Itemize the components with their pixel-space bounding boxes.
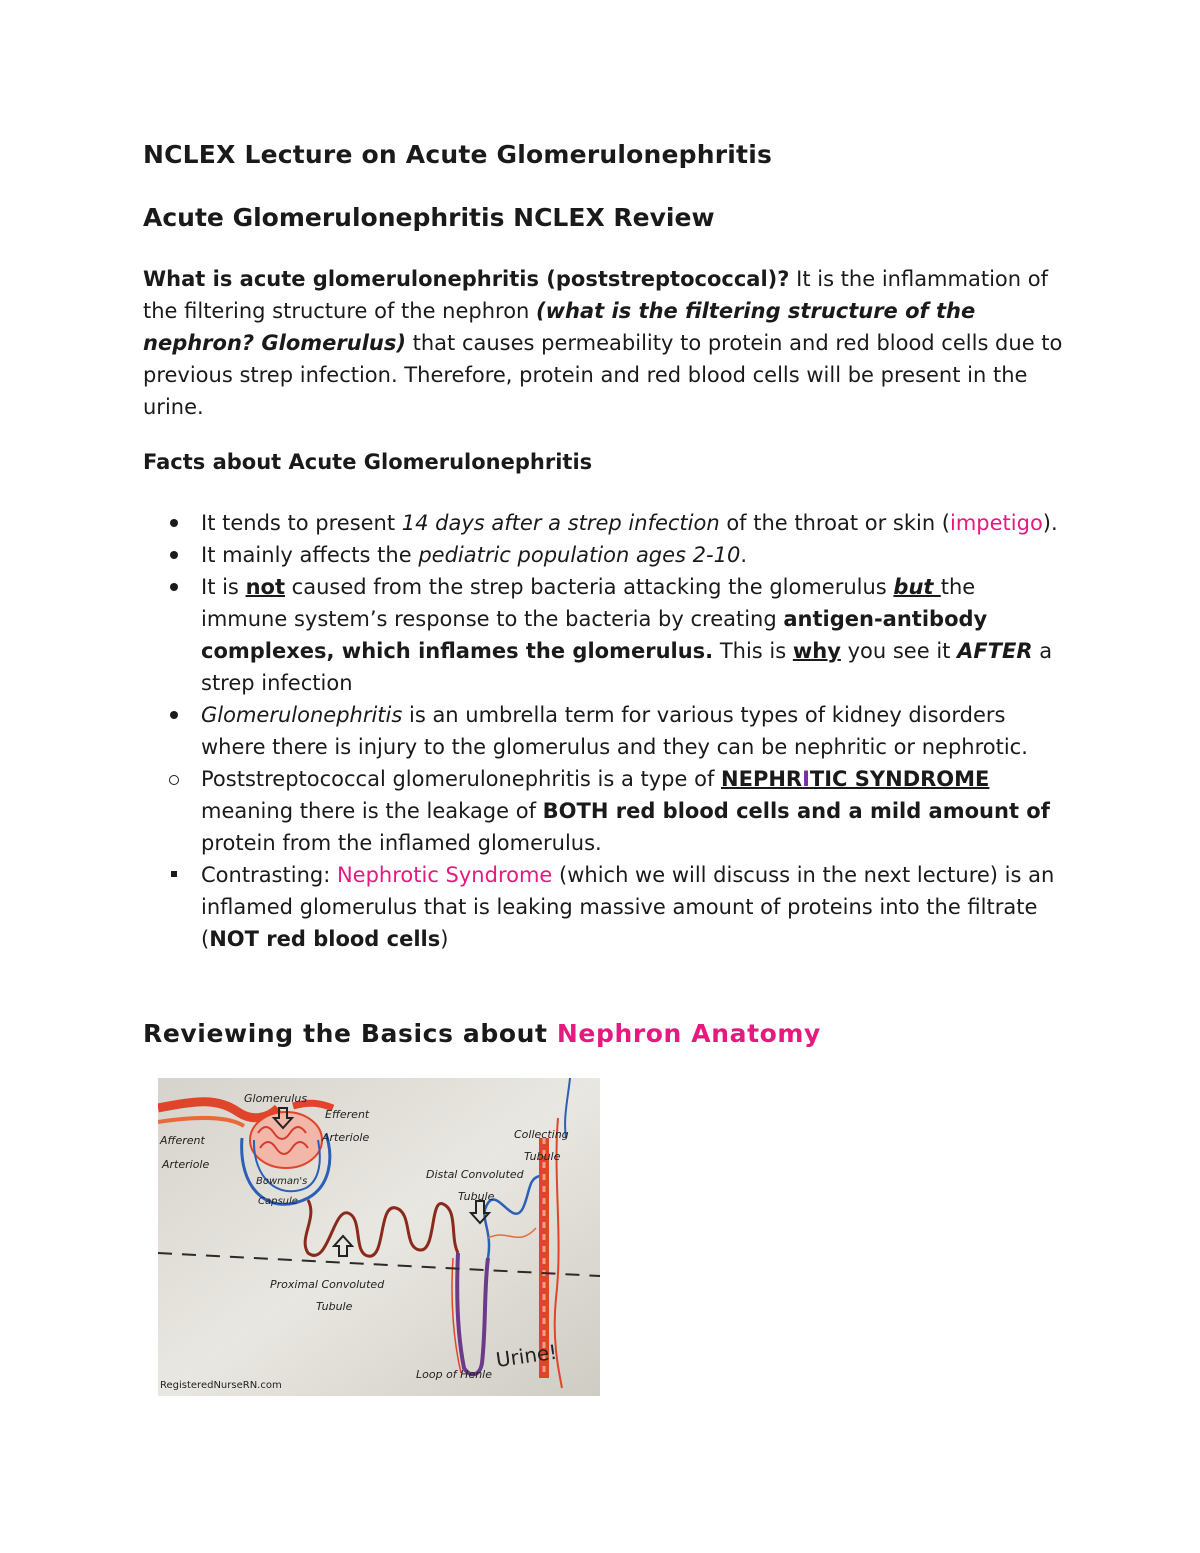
label-loop-of-henle: Loop of Henle (416, 1368, 493, 1381)
label-proximal-tubule: Tubule (316, 1300, 353, 1313)
document-title: NCLEX Lecture on Acute Glomerulonephritis (143, 140, 773, 169)
label-efferent-arteriole: Arteriole (322, 1131, 370, 1144)
intro-question: What is acute glomerulonephritis (poststreptococcal)? (143, 267, 790, 291)
label-glomerulus: Glomerulus (244, 1092, 308, 1105)
label-collecting-tubule: Tubule (524, 1150, 561, 1163)
nephron-diagram (158, 1078, 600, 1396)
list-item: It mainly affects the pediatric population ages 2-10. (201, 543, 748, 567)
nephron-anatomy-term: Nephron Anatomy (556, 1019, 821, 1048)
label-urine: Urine! (494, 1339, 559, 1372)
facts-list (143, 507, 1063, 955)
label-distal: Distal Convoluted (426, 1168, 524, 1181)
intro-text-1: It is the inflammation of the filtering structure of the nephron (143, 267, 1048, 323)
label-bowmans: Bowman's (256, 1176, 308, 1187)
intro-aside: (what is the filtering structure of the nephron? Glomerulus) (143, 299, 976, 355)
intro-paragraph (143, 263, 1068, 423)
label-afferent-arteriole: Arteriole (162, 1158, 210, 1171)
label-capsule: Capsule (258, 1196, 298, 1207)
list-item: Poststreptococcal glomerulonephritis is a type of NEPHRITIC SYNDROME meaning there is the leakage of BOTH red blood cells and a mild amount of protein from the inflamed glomerulus. (201, 767, 1050, 855)
nephrotic-syndrome-term: Nephrotic Syndrome (336, 863, 553, 887)
list-item: Contrasting: Nephrotic Syndrome (which we will discuss in the next lecture) is an inflamed glomerulus that is leaking massive amount of proteins into the filtrate (NOT red blood cells) (201, 863, 1055, 951)
label-distal-tubule: Tubule (458, 1190, 495, 1203)
list-item: It is not caused from the strep bacteria attacking the glomerulus but the immune system’s response to the bacteria by creating antigen-antibody complexes, which inflames the glomerulus. This is why you see it AFTER a strep infection (201, 575, 1053, 695)
nephritic-syndrome-term: NEPHRITIC SYNDROME (721, 767, 990, 791)
list-item: It tends to present 14 days after a strep infection of the throat or skin (impetigo). (201, 511, 1058, 535)
label-afferent: Afferent (160, 1134, 205, 1147)
section-heading: Reviewing the Basics about Nephron Anatomy (143, 1019, 821, 1048)
document-subtitle: Acute Glomerulonephritis NCLEX Review (143, 203, 715, 232)
diagram-credit: RegisteredNurseRN.com (160, 1380, 282, 1391)
label-proximal: Proximal Convoluted (270, 1278, 385, 1291)
intro-text-2: that causes permeability to protein and red blood cells due to previous strep infection. Therefore, protein and red blood cells will be present in the urine. (143, 331, 1063, 419)
impetigo-term: impetigo (950, 511, 1043, 535)
label-efferent: Efferent (325, 1108, 370, 1121)
label-collecting: Collecting (514, 1128, 569, 1141)
glomerulus-shape (250, 1112, 322, 1168)
facts-heading: Facts about Acute Glomerulonephritis (143, 450, 593, 474)
list-item: Glomerulonephritis is an umbrella term for various types of kidney disorders where there is injury to the glomerulus and they can be nephritic or nephrotic. (201, 703, 1028, 759)
